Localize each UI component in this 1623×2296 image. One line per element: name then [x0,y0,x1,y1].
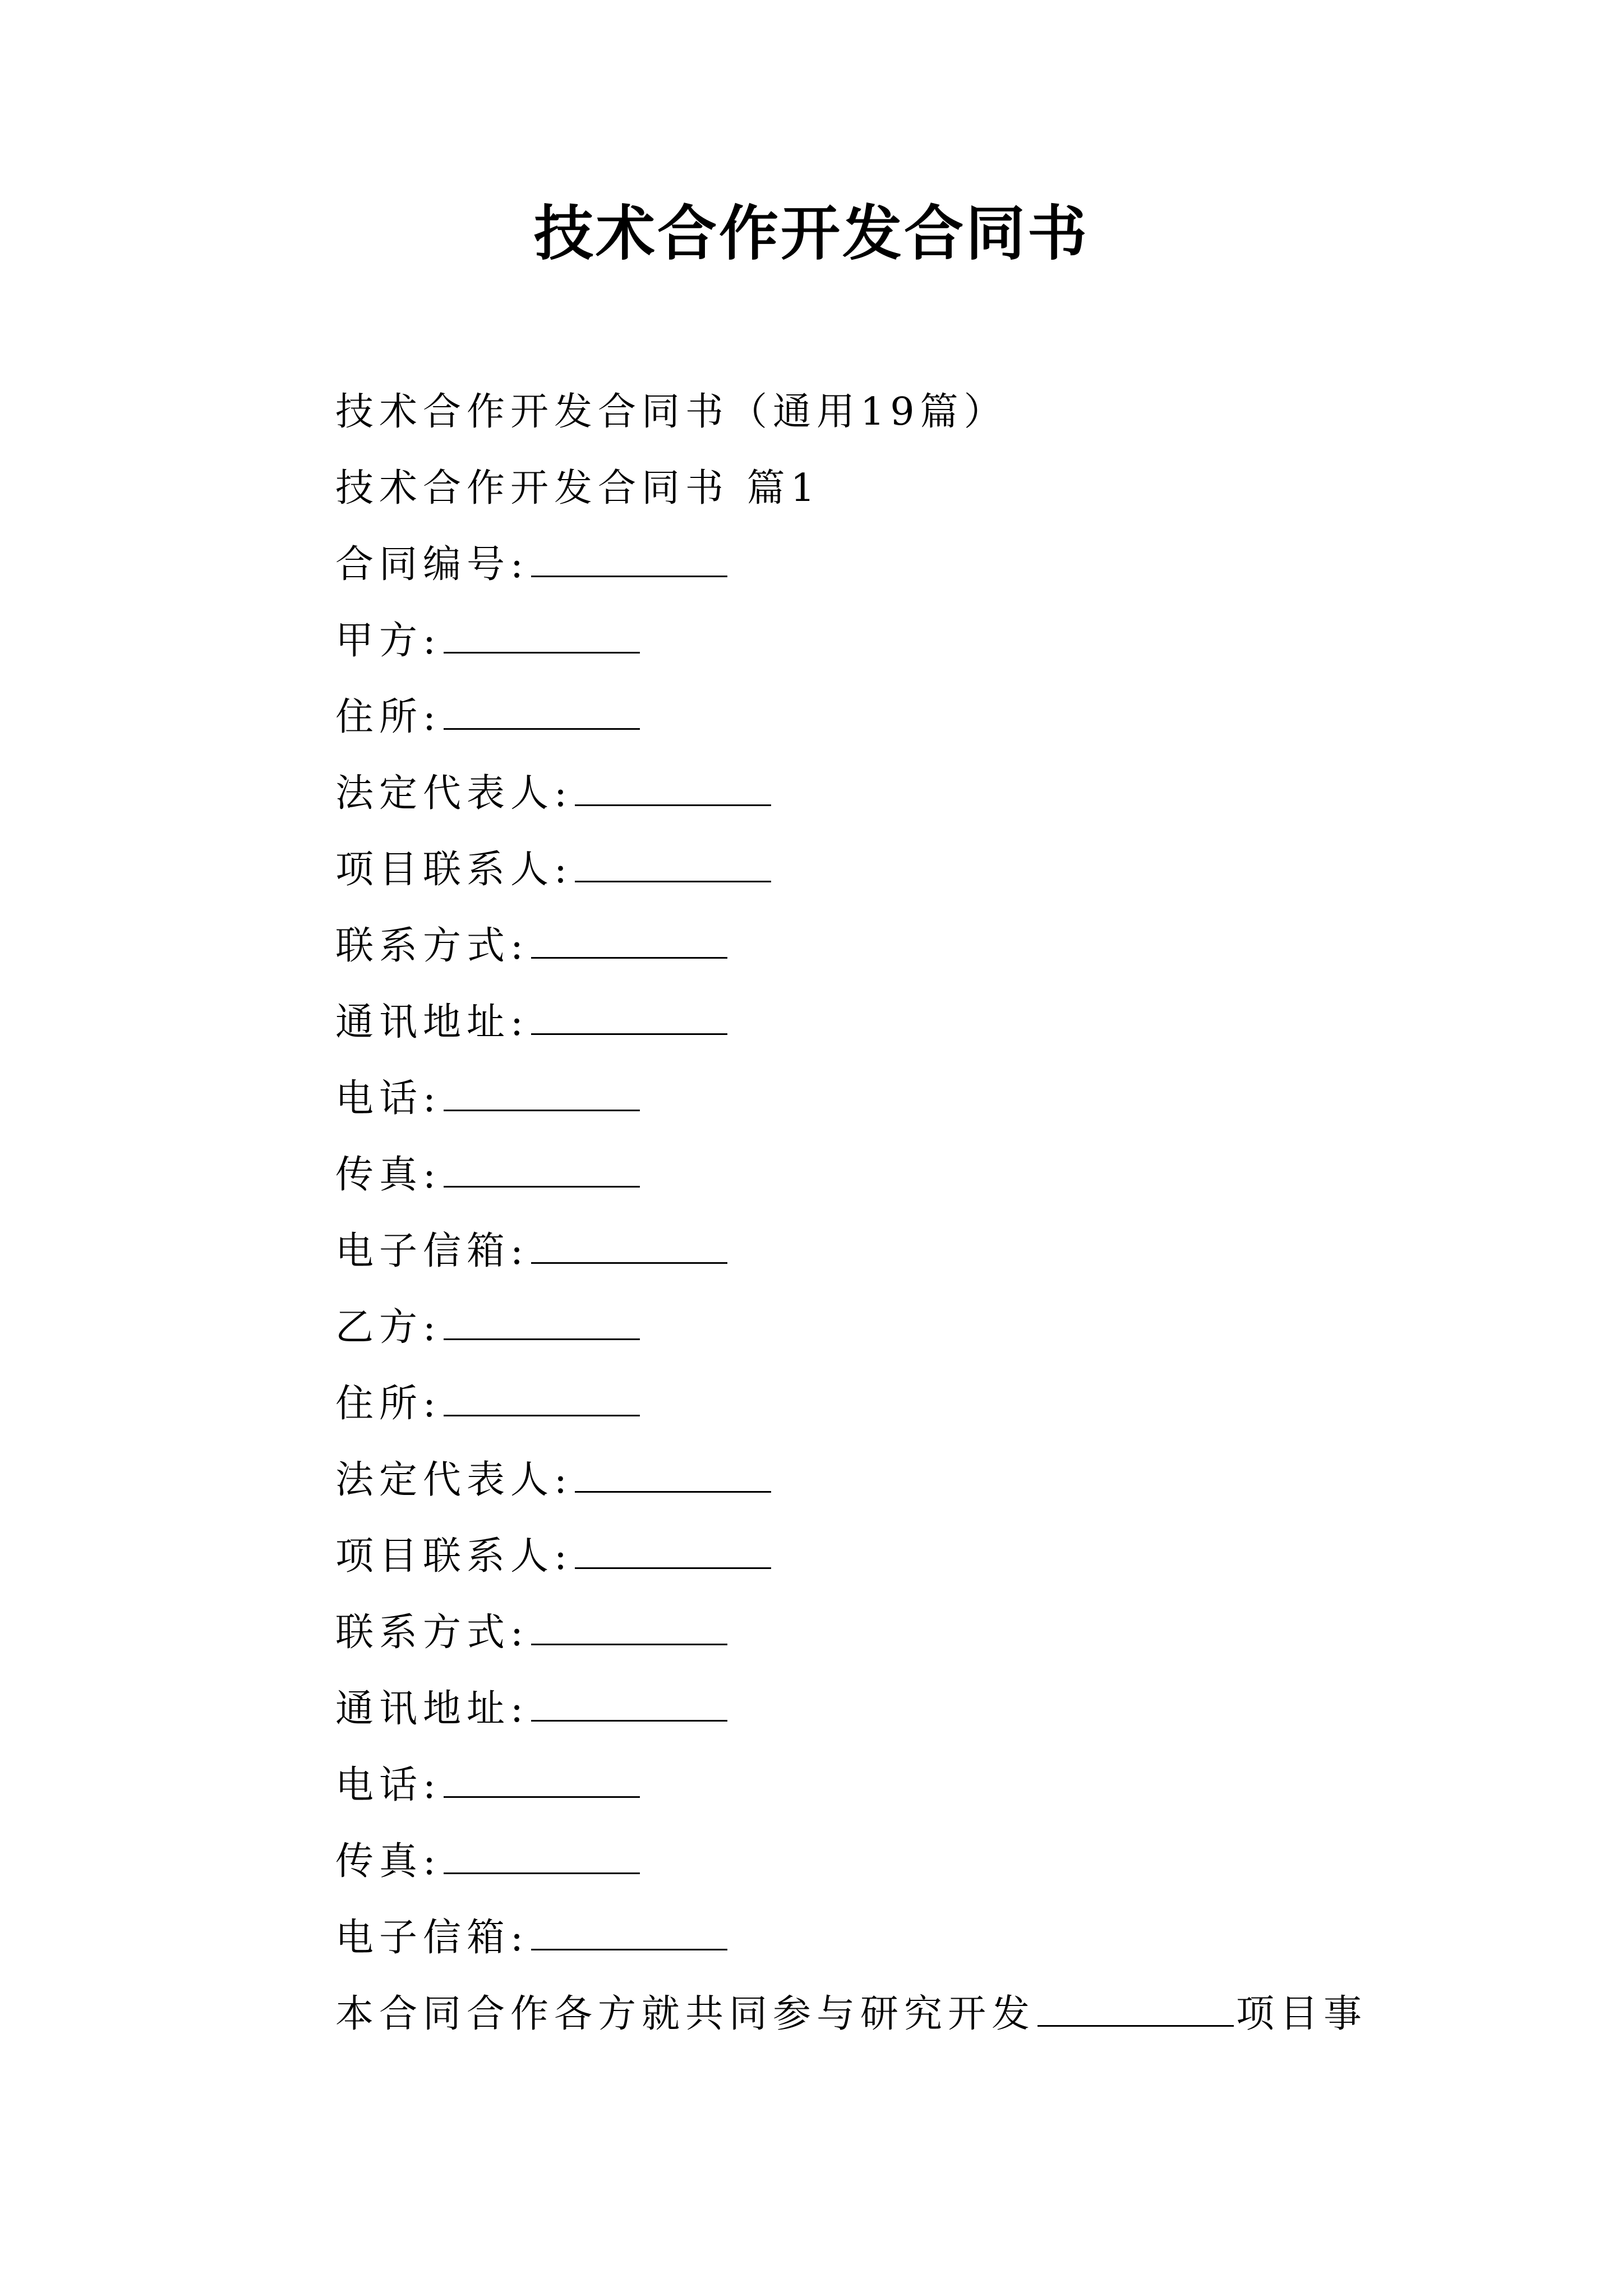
body-paragraph [335,1989,1367,2040]
fill-blank [444,1763,640,1798]
field-party-a-fax [335,1150,642,1200]
field-party-b-phone [335,1760,642,1811]
fill-blank [531,542,727,577]
field-label: 电话: [335,1763,441,1807]
fill-blank [444,1305,640,1340]
fill-blank [444,1839,640,1874]
body-text-start: 本合同合作各方就共同参与研究开发 [335,1992,1036,2036]
field-label: 联系方式: [335,1611,529,1655]
field-party-b-project-contact [335,1531,773,1582]
field-label: 通讯地址: [335,1000,529,1045]
field-party-a-project-contact [335,845,773,895]
field-party-a-contact-method [335,921,730,972]
fill-blank [531,923,727,959]
fill-blank [531,1000,727,1035]
field-party-a [335,616,642,666]
field-party-b-fax [335,1837,642,1887]
field-party-b-email [335,1913,730,1963]
field-contract-number [335,540,730,590]
field-party-a-address [335,692,642,743]
fill-blank [531,1228,727,1264]
document-title: 技术合作开发合同书 [534,199,1089,268]
field-label: 住所: [335,695,441,739]
field-party-b-address [335,1379,642,1429]
document-subtitle: 技术合作开发合同书（通用19篇） [335,390,1008,434]
field-party-a-email [335,1226,730,1277]
fill-blank [575,1534,771,1569]
field-label: 传真: [335,1839,441,1884]
field-label: 法定代表人: [335,771,573,816]
field-label: 电子信箱: [335,1229,529,1273]
fill-blank [444,694,640,730]
fill-blank [444,1076,640,1111]
field-label: 合同编号: [335,542,529,587]
fill-blank [575,1457,771,1493]
fill-blank [531,1610,727,1645]
field-label: 甲方: [335,619,441,663]
field-label: 电子信箱: [335,1916,529,1960]
fill-blank [444,1381,640,1416]
field-party-a-mailing-address [335,997,730,1048]
field-party-b [335,1303,642,1353]
field-party-b-contact-method [335,1608,730,1658]
field-label: 电话: [335,1076,441,1121]
field-label: 住所: [335,1382,441,1426]
body-text-end: 项目事 [1236,1992,1368,2036]
field-party-a-legal-rep [335,769,773,819]
fill-blank [531,1915,727,1950]
field-party-b-mailing-address [335,1684,730,1734]
field-label: 项目联系人: [335,848,573,892]
fill-blank [444,618,640,654]
fill-blank [531,1686,727,1722]
section-heading: 技术合作开发合同书 篇1 [335,466,820,510]
field-label: 项目联系人: [335,1534,573,1579]
fill-blank [575,771,771,806]
fill-blank [444,1152,640,1188]
field-party-a-phone [335,1074,642,1124]
field-label: 联系方式: [335,924,529,968]
fill-blank [575,847,771,882]
field-label: 通讯地址: [335,1687,529,1731]
fill-blank [1038,1991,1234,2027]
field-label: 传真: [335,1153,441,1197]
field-label: 法定代表人: [335,1458,573,1502]
field-party-b-legal-rep [335,1455,773,1506]
field-label: 乙方: [335,1305,441,1350]
